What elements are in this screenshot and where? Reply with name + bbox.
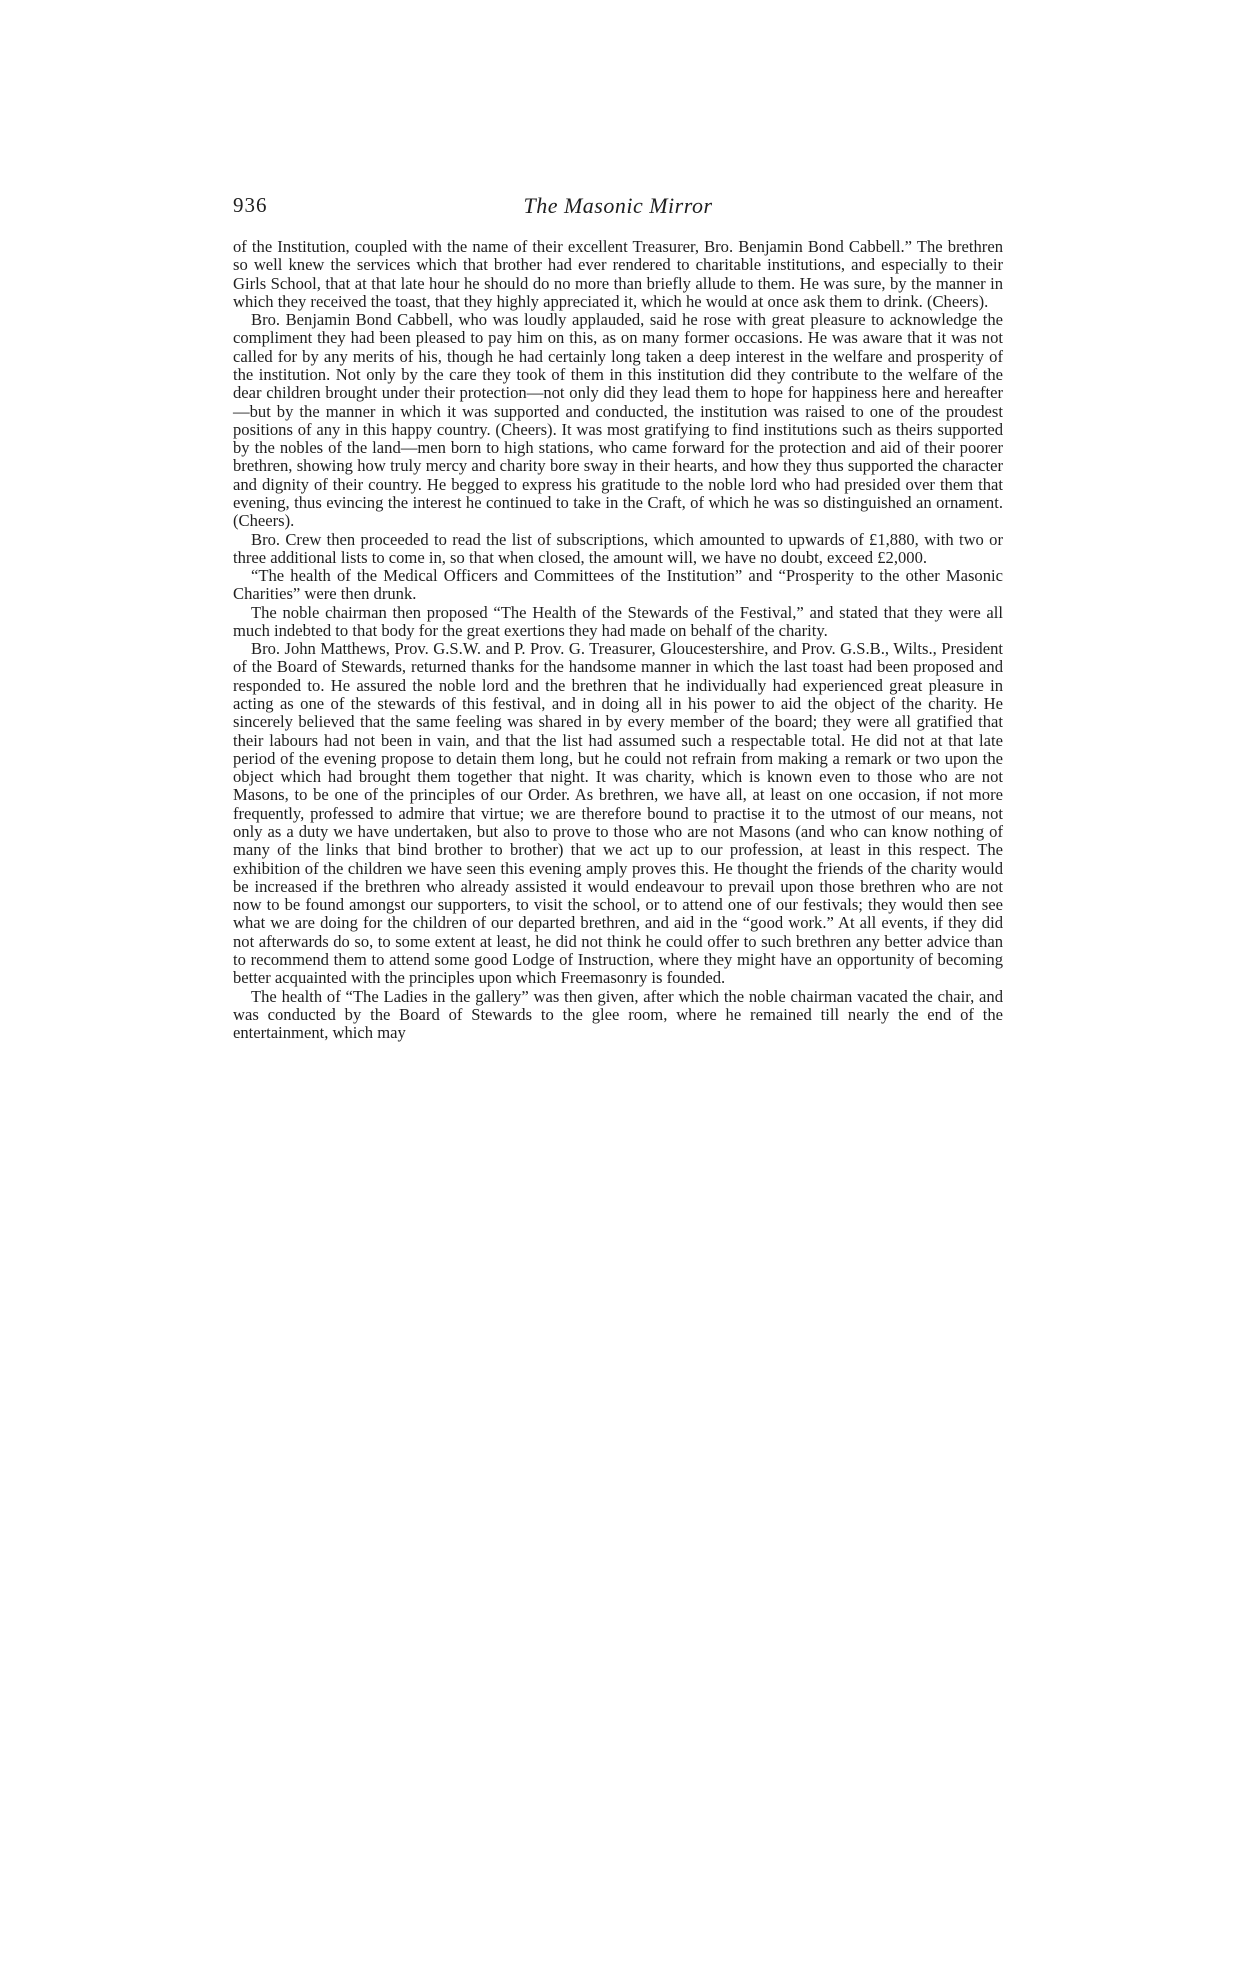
paragraph-cabbell-reply: Bro. Benjamin Bond Cabbell, who was loudly applauded, said he rose with great pleasure to acknowledge the compliment they had been pleased to pay him on this, as on many former occasions. He was aware that it was not called for by any merits of his, though he had certainly long taken a deep interest in the welfare and prosperity of the institution. Not only by the care they took of them in this institution did they contribute to the welfare of the dear children brought under their protection—not only did they lead them to hope for happiness here and hereafter—but by the manner in which it was supported and conducted, the institution was raised to one of the proudest positions of any in this happy country. (Cheers). It was most gratifying to find institutions such as theirs supported by the nobles of the land—men born to high stations, who came forward for the protection and aid of their poorer brethren, showing how truly mercy and charity bore sway in their hearts, and how they thus supported the character and dignity of their country. He begged to express his gratitude to the noble lord who had presided over them that evening, thus evincing the interest he continued to take in the Craft, of which he was so distinguished an ornament. (Cheers). [233, 310, 1003, 531]
paragraph-medical-officers-toast: “The health of the Medical Officers and Committees of the Institution” and “Prosperity to the other Masonic Charities” were then drunk. [233, 566, 1003, 604]
paragraph-subscriptions: Bro. Crew then proceeded to read the list of subscriptions, which amounted to upwards of £1,880, with two or three additional lists to come in, so that when closed, the amount will, we have no doubt, exceed £2,000. [233, 529, 1003, 567]
paragraph-ladies-toast: The health of “The Ladies in the gallery” was then given, after which the noble chairman vacated the chair, and was conducted by the Board of Stewards to the glee room, where he remained till nearly the end of the entertainment, which may [233, 986, 1003, 1043]
running-title: The Masonic Mirror [523, 193, 713, 218]
page-header [233, 193, 1003, 227]
paragraph-matthews-reply: Bro. John Matthews, Prov. G.S.W. and P. Prov. G. Treasurer, Gloucestershire, and Prov. G.S.B., Wilts., President of the Board of Stewards, returned thanks for the handsome manner in which the last toast had been proposed and responded to. He assured the noble lord and the brethren that he individually had experienced great pleasure in acting as one of the stewards of this festival, and in doing all in his power to aid the object of the charity. He sincerely believed that the same feeling was shared in by every member of the board; they were all gratified that their labours had not been in vain, and that the list had assumed such a respectable total. He did not at that late period of the evening propose to detain them long, but he could not refrain from making a remark or two upon the object which had brought them together that night. It was charity, which is known even to those who are not Masons, to be one of the principles of our Order. As brethren, we have all, at least on one occasion, if not more frequently, professed to admire that virtue; we are therefore bound to practise it to the utmost of our means, not only as a duty we have undertaken, but also to prove to those who are not Masons (and who can know nothing of many of the links that bind brother to brother) that we act up to our profession, at least in this respect. The exhibition of the children we have seen this evening amply proves this. He thought the friends of the charity would be increased if the brethren who already assisted it would endeavour to prevail upon those brethren who are not now to be found amongst our supporters, to visit the school, or to attend one of our festivals; they would then see what we are doing for the children of our departed brethren, and aid in the “good work.” At all events, if they did not afterwards do so, to some extent at least, he did not think he could offer to such brethren any better advice than to recommend them to attend some good Lodge of Instruction, where they might have an opportunity of becoming better acquainted with the principles upon which Freemasonry is founded. [233, 639, 1003, 988]
page-number: 936 [233, 193, 268, 217]
paragraph-continuation: of the Institution, coupled with the name of their excellent Treasurer, Bro. Benjamin Bond Cabbell.” The brethren so well knew the services which that brother had ever rendered to charitable institutions, and especially to their Girls School, that at that late hour he should do no more than briefly allude to them. He was sure, by the manner in which they received the toast, that they highly appreciated it, which he would at once ask them to drink. (Cheers). [233, 237, 1003, 311]
paragraph-stewards-toast: The noble chairman then proposed “The Health of the Stewards of the Festival,” and stated that they were all much indebted to that body for the great exertions they had made on behalf of the charity. [233, 602, 1003, 640]
body-text [233, 238, 1003, 1042]
